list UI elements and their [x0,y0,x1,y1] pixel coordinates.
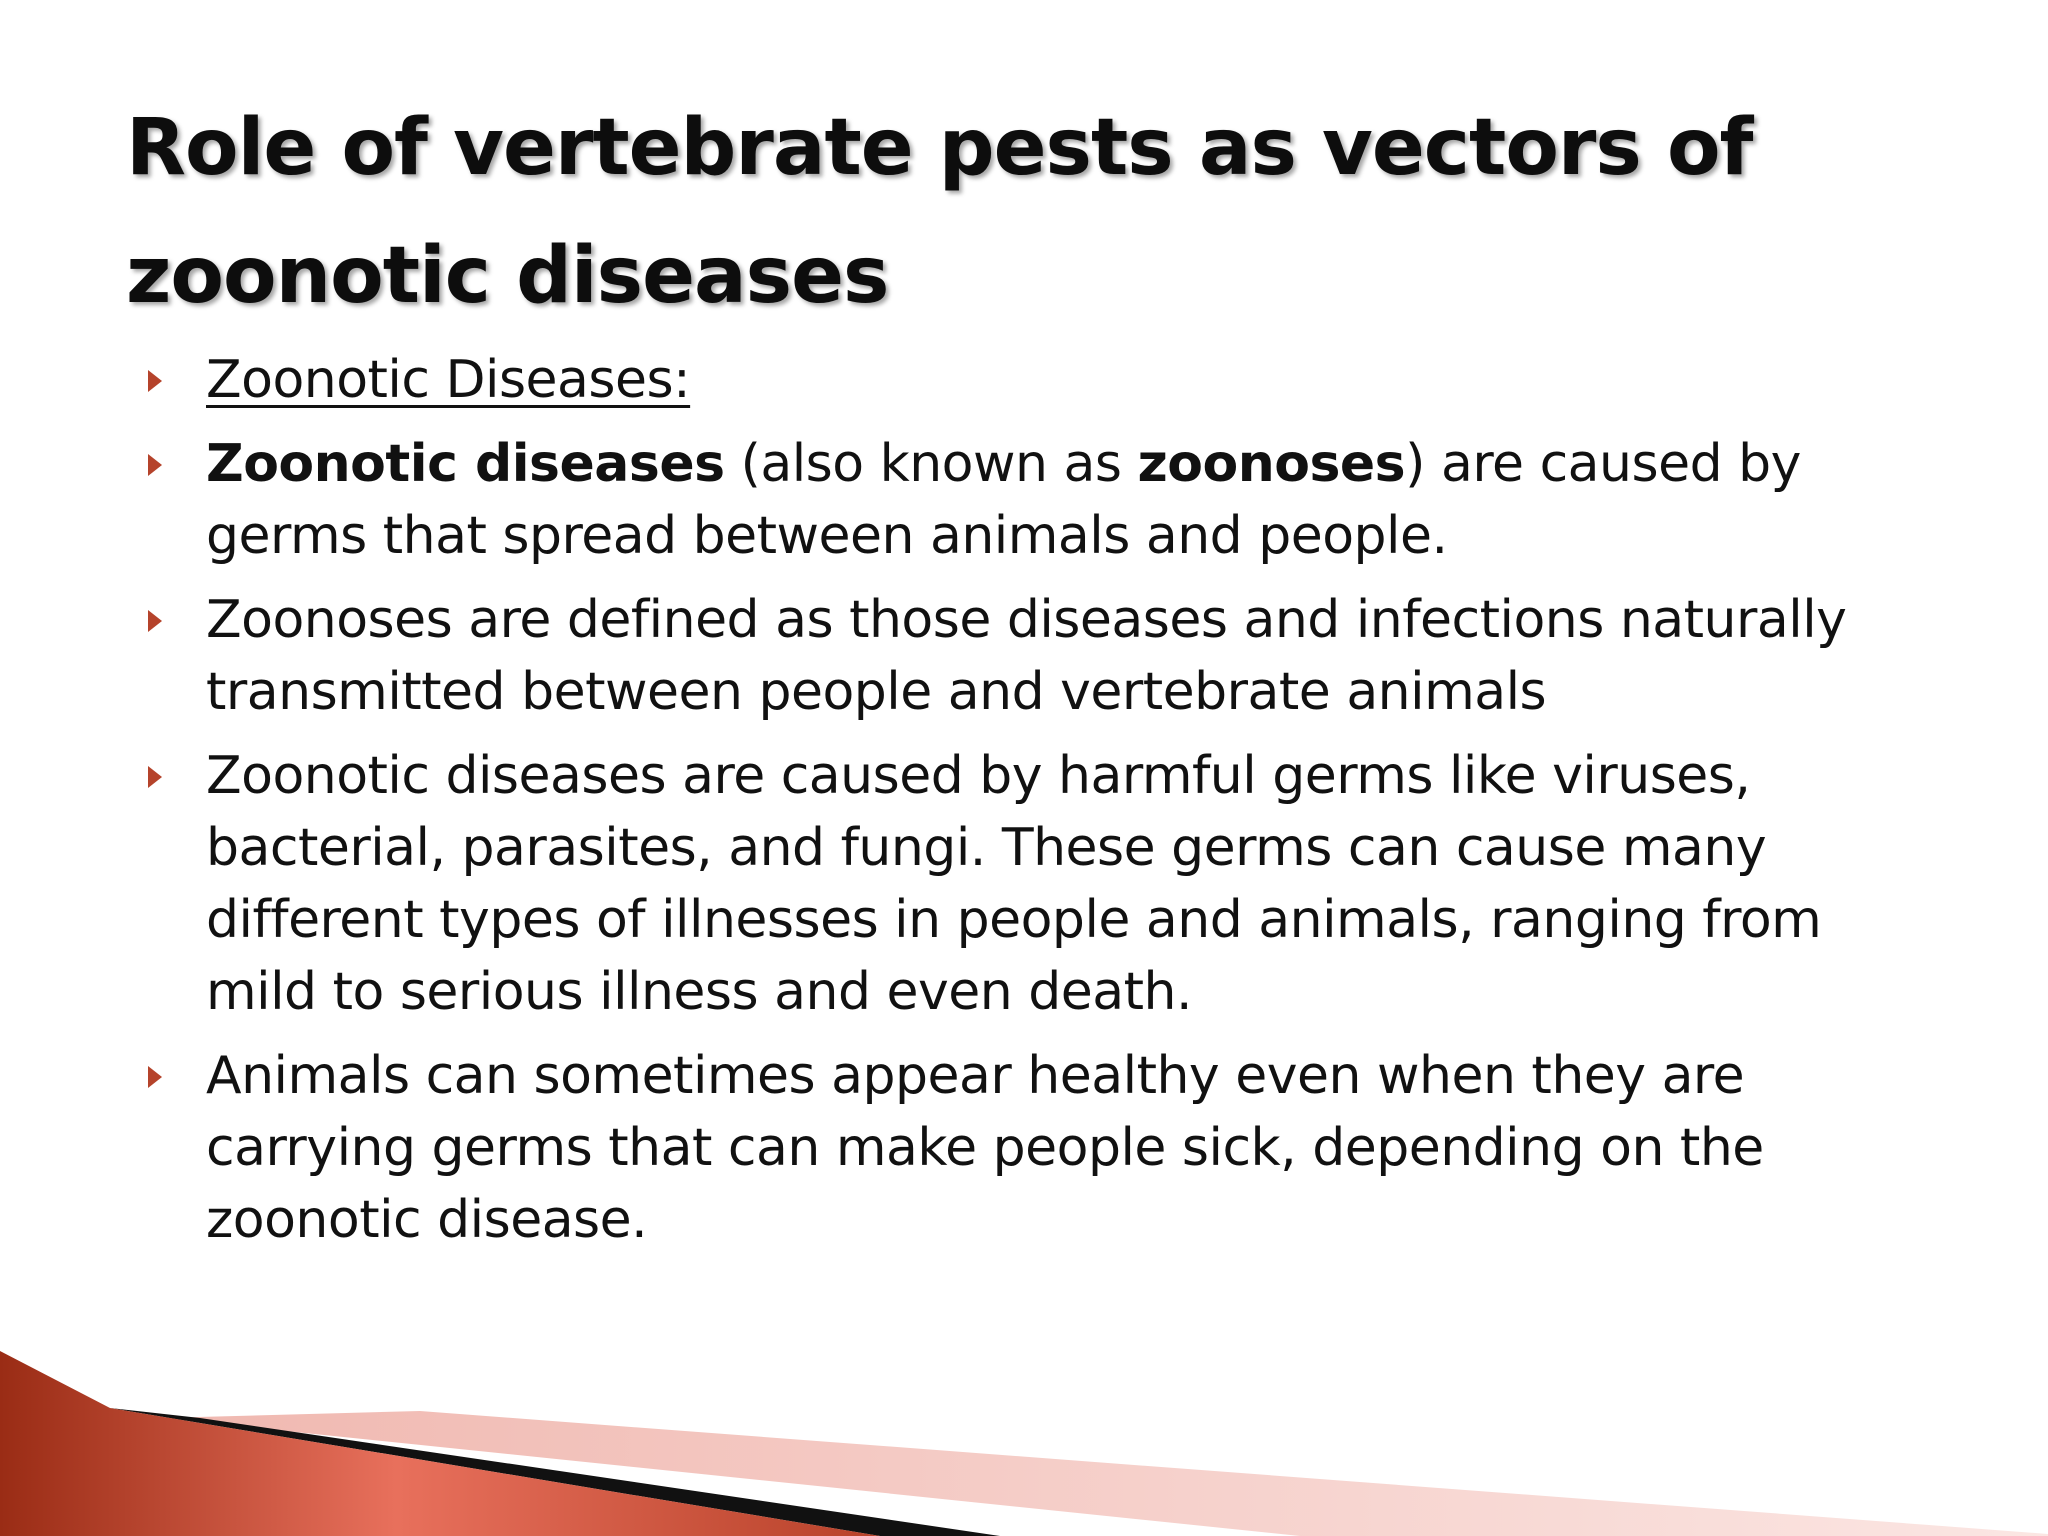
bullet-item-defined [148,584,1938,728]
bullet-item-heading [148,344,1938,416]
slide-title: Role of vertebrate pests as vectors of zoonotic diseases [126,103,1753,321]
bullet-arrow-icon [148,454,162,476]
bullet-heading: Zoonotic Diseases: [206,350,691,410]
bullet-arrow-icon [148,1066,162,1088]
bullet-arrow-icon [148,370,162,392]
term-zoonoses: zoonoses [1137,434,1406,494]
bullet-list [148,344,1938,1268]
decorative-corner-swoosh [0,1296,2048,1536]
bullet-item-causes [148,740,1938,1028]
bullet-item-definition [148,428,1938,572]
bullet-text: ) are caused by germs that spread between animals and people. [206,434,1801,566]
bullet-arrow-icon [148,610,162,632]
bullet-text: Zoonoses are defined as those diseases and infections naturally transmitted between people and vertebrate animals [206,590,1847,722]
bullet-arrow-icon [148,766,162,788]
bullet-text: (also known as [724,434,1138,494]
bullet-item-carriers [148,1040,1938,1256]
bullet-text: Animals can sometimes appear healthy even when they are carrying germs that can make people sick, depending on the zoonotic disease. [206,1046,1764,1250]
term-zoonotic-diseases: Zoonotic diseases [206,434,725,494]
bullet-text: Zoonotic diseases are caused by harmful germs like viruses, bacterial, parasites, and fungi. These germs can cause many different types of illnesses in people and animals, ranging from mild to serious illness and even death. [206,746,1822,1022]
